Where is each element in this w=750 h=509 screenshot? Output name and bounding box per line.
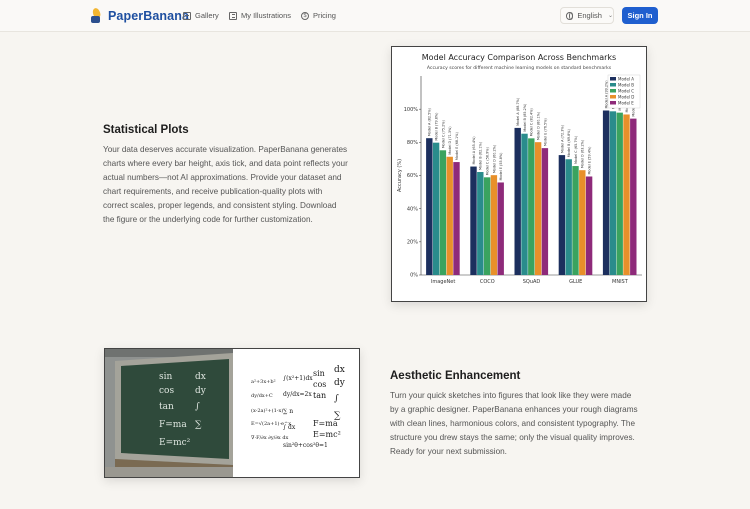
clean-formula-text: sin	[313, 369, 325, 378]
bar-data-label: Model E (59.4%)	[587, 146, 592, 175]
bar-data-label: Model E (68.1%)	[454, 132, 459, 161]
language-select[interactable]	[560, 7, 614, 24]
blackboard-formula-text: ∑	[195, 420, 202, 430]
nav-gallery[interactable]	[183, 11, 219, 20]
y-tick-label: 100%	[403, 106, 418, 113]
statistical-plots-description	[103, 143, 373, 227]
clean-formula-text: ∫(x²+1)dx	[283, 375, 313, 382]
illustrations-icon	[229, 12, 237, 20]
chart-bar	[559, 155, 565, 275]
chart-bar	[484, 177, 490, 275]
chart-bar	[542, 148, 548, 275]
bar-data-label: Model A (99.2%)	[604, 80, 609, 109]
bar-data-label: Model C (58.9%)	[485, 147, 490, 176]
statistical-plots-line: charts where every bar height, axis tick, and data point reflects your	[103, 159, 348, 168]
legend-swatch	[610, 77, 616, 81]
x-tick-label: COCO	[479, 279, 495, 285]
language-value: English	[577, 11, 602, 20]
chart-bar	[491, 175, 497, 275]
x-tick-label: GLUE	[569, 279, 583, 285]
bar-data-label: Model E (55.8%)	[499, 152, 504, 181]
bar-data-label: Model C (82.4%)	[529, 108, 534, 137]
clean-formula-text: ∑	[334, 411, 341, 421]
y-tick-label: 20%	[406, 239, 418, 246]
y-tick-label: 60%	[406, 173, 418, 180]
chart-bar	[566, 159, 572, 275]
nav-pricing-label: Pricing	[313, 11, 336, 20]
aesthetic-enhancement-line: Turn your quick sketches into figures that look like they were made	[390, 391, 632, 400]
clean-formula-text: (x-2a)²+(1-x)	[251, 408, 284, 414]
chart-bar	[498, 182, 504, 275]
legend-swatch	[610, 101, 616, 105]
gallery-icon	[183, 12, 191, 20]
chart-subtitle: Accuracy scores for different machine learning models on standard benchmarks	[426, 66, 612, 71]
chart-bar	[440, 150, 446, 275]
aesthetic-enhancement-line: with clean lines, harmonious colors, and consistent typography. The	[390, 419, 636, 428]
banana-logo-icon	[90, 8, 103, 23]
legend-label: Model B	[618, 82, 635, 88]
chart-bar	[477, 172, 483, 275]
bar-data-label: Model B (79.8%)	[434, 112, 439, 141]
bar-data-label: Model B (69.8%)	[567, 129, 572, 158]
blackboard-formula-text: sin	[159, 372, 173, 382]
statistical-plots-line: actual numbers—not AI approximations. Provide your dataset and	[103, 173, 342, 182]
y-axis-label: Accuracy (%)	[397, 158, 403, 193]
blackboard-formula-text: cos	[159, 386, 175, 396]
aesthetic-enhancement-line: by a graphic designer. PaperBanana enhances your rough diagrams	[390, 405, 638, 414]
blackboard-formula-text: ∫	[195, 402, 200, 412]
blackboard-formula-text: dy	[195, 386, 206, 396]
clean-formula-text: tan	[313, 391, 327, 400]
globe-icon	[566, 12, 573, 20]
y-tick-label: 80%	[406, 139, 418, 146]
legend-label: Model D	[618, 94, 635, 100]
statistical-plots-line: chart requirements, and receive publication-quality plots with	[103, 187, 323, 196]
clean-formula-text: cos	[313, 380, 327, 389]
clean-formula-text: ∫ dx	[283, 424, 296, 431]
chart-bar	[426, 138, 432, 275]
bar-data-label: Model A (65.4%)	[471, 136, 476, 165]
chart-bar	[572, 166, 578, 275]
chart-bar	[579, 170, 585, 275]
y-tick-label: 40%	[406, 206, 418, 213]
clean-formula-text: dy/dx+C	[251, 393, 273, 399]
legend-swatch	[610, 89, 616, 93]
chevron-down-icon: ⌄	[607, 13, 613, 19]
chart-bar	[623, 114, 629, 275]
chart-bar	[617, 113, 623, 275]
chart-bar	[603, 110, 609, 275]
clean-formula-text: ∑ n	[283, 408, 294, 415]
clean-formula-text: dy	[334, 378, 345, 388]
chart-bar	[515, 128, 521, 275]
chart-bar	[470, 167, 476, 275]
chart-bar	[447, 157, 453, 275]
blackboard-comparison-image	[104, 348, 360, 478]
blackboard-formula-text: dx	[195, 372, 206, 382]
chart-bar	[535, 142, 541, 275]
clean-formula-text: dx	[334, 365, 345, 375]
sign-in-button[interactable]: Sign In	[622, 7, 658, 24]
aesthetic-enhancement-line: Ready for your next submission.	[390, 447, 507, 456]
blackboard-formula-text: tan	[159, 402, 174, 412]
chart-bar	[586, 176, 592, 275]
bar-data-label: Model D (71.3%)	[448, 126, 453, 155]
x-tick-label: ImageNet	[430, 279, 456, 285]
blackboard-formula-text: E=mc²	[159, 438, 191, 448]
chart-bar	[528, 138, 534, 275]
chart-bar	[630, 119, 636, 275]
statistical-plots-title: Statistical Plots	[103, 124, 189, 136]
legend-swatch	[610, 95, 616, 99]
chart-bar	[610, 111, 616, 275]
bar-data-label: Model C (75.2%)	[441, 120, 446, 149]
statistical-plots-line: Your data deserves accurate visualization. PaperBanana generates	[103, 145, 348, 154]
bar-data-label: Model A (88.7%)	[516, 97, 521, 126]
legend-label: Model E	[618, 100, 634, 106]
aesthetic-enhancement-description	[390, 389, 660, 459]
bar-data-label: Model E (76.5%)	[543, 118, 548, 147]
bar-data-label: Model B (62.1%)	[478, 141, 483, 171]
bar-data-label: Model C (65.7%)	[573, 135, 578, 165]
aesthetic-enhancement-line: structure you drew stays the same; only the visual quality improves.	[390, 433, 635, 442]
x-tick-label: SQuAD	[522, 279, 541, 285]
bar-data-label: Model A (82.5%)	[427, 108, 432, 137]
nav-gallery-label: Gallery	[195, 11, 219, 20]
nav-pricing[interactable]	[301, 11, 336, 20]
clean-formula-text: a²+3x+b²	[251, 379, 276, 385]
clean-formula-text: dy/dx=2x	[283, 391, 312, 398]
nav-my-illustrations[interactable]	[229, 11, 291, 20]
aesthetic-enhancement-title: Aesthetic Enhancement	[390, 370, 521, 382]
bar-chart	[392, 47, 646, 301]
bar-data-label: Model D (63.2%)	[580, 139, 585, 169]
bar-data-label: Model D (80.1%)	[536, 111, 541, 141]
bar-data-label: Model A (72.3%)	[560, 125, 565, 154]
pricing-icon: $	[301, 12, 309, 20]
statistical-plots-line: the figure or the underlying code for further customization.	[103, 215, 313, 224]
clean-formula-text: ∇·F/∂x ∂y/∂x dx	[251, 435, 289, 441]
bar-data-label: Model B (85.2%)	[522, 103, 527, 132]
blackboard-image-svg	[105, 349, 360, 478]
brand-name: PaperBanana	[108, 8, 189, 23]
top-navbar	[0, 0, 750, 32]
legend-label: Model A	[618, 76, 635, 82]
statistical-plots-line: correct scales, proper legends, and consistent styling. Download	[103, 201, 337, 210]
chart-image	[391, 46, 647, 302]
chart-bar	[433, 143, 439, 275]
x-tick-label: MNIST	[612, 279, 628, 285]
nav-my-illustrations-label: My Illustrations	[241, 11, 292, 20]
chart-title: Model Accuracy Comparison Across Benchmarks	[421, 53, 617, 62]
legend-swatch	[610, 83, 616, 87]
clean-formula-text: F=ma	[313, 419, 338, 428]
bar-data-label: Model D (60.2%)	[492, 144, 497, 174]
clean-formula-text: ∫	[334, 394, 339, 404]
legend-label: Model C	[618, 88, 635, 94]
blackboard-formula-text: F=ma	[159, 420, 187, 430]
y-tick-label: 0%	[410, 272, 418, 279]
clean-formula-text: sin²θ+cos²θ=1	[283, 442, 328, 449]
brand-logo[interactable]	[90, 8, 189, 23]
clean-formula-text: E=√(2a+1)·e^x	[251, 421, 292, 427]
clean-formula-text: E=mc²	[313, 430, 341, 439]
chart-bar	[453, 162, 459, 275]
chart-bar	[521, 134, 527, 275]
